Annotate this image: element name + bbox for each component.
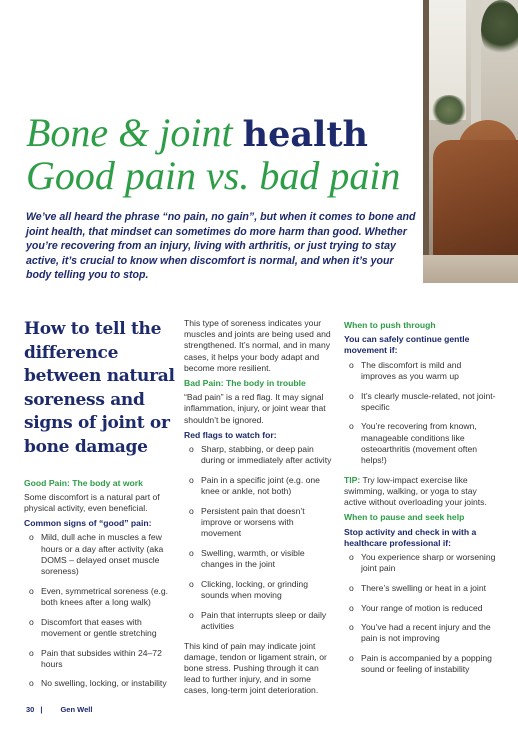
list-item: o There’s swelling or heat in a joint — [344, 583, 496, 594]
list-item: o It’s clearly muscle-related, not joint-specific — [344, 391, 496, 413]
list-item: o Discomfort that eases with movement or gentle stretching — [24, 617, 176, 639]
plant — [481, 0, 518, 60]
column-2 — [184, 318, 336, 701]
red-flags-heading: Red flags to watch for: — [184, 429, 277, 440]
intro-paragraph: We’ve all heard the phrase “no pain, no gain”, but when it comes to bone and joint health, that mindset can sometimes do more harm than good. Whether you’re recovering from an injury, living with arthritis, or just trying to stay active, it’s crucial to know when discomfort is normal, and when it’s your body telling you to stop. — [26, 211, 416, 282]
list-item: o Persistent pain that doesn’t improve or worsens with movement — [184, 506, 336, 540]
list-item: o The discomfort is mild and improves as you warm up — [344, 360, 496, 382]
magazine-brand: Gen Well — [60, 705, 93, 714]
good-pain-heading: Good Pain: The body at work — [24, 477, 143, 488]
title-bold: health — [242, 114, 368, 155]
list-item: o Even, symmetrical soreness (e.g. both knees after a long walk) — [24, 586, 176, 608]
list-item: o Pain is accompanied by a popping sound or feeling of instability — [344, 653, 496, 675]
title-italic: Bone & joint — [26, 110, 243, 155]
footer-separator: | — [40, 705, 43, 714]
title-subtitle: Good pain vs. bad pain — [26, 153, 401, 198]
living-room-photo — [423, 0, 518, 283]
push-through-heading: When to push through — [344, 320, 436, 330]
list-item: o You’re recovering from known, manageable conditions like osteoarthritis (movement often helps!) — [344, 421, 496, 466]
list-item: o Pain that subsides within 24–72 hours — [24, 648, 176, 670]
list-item: o Your range of motion is reduced — [344, 603, 496, 614]
push-through-list — [344, 360, 496, 467]
list-item: o Pain in a specific joint (e.g. one knee or ankle, not both) — [184, 475, 336, 497]
seek-help-heading: When to pause and seek help — [344, 512, 465, 523]
list-item: o Clicking, locking, or grinding sounds when moving — [184, 579, 336, 601]
list-item: o No swelling, locking, or instability — [24, 678, 176, 689]
seek-help-subheading: Stop activity and check in with a healthcare professional if: — [344, 526, 477, 548]
list-item: o Pain that interrupts sleep or daily activities — [184, 610, 336, 632]
list-item: o Swelling, warmth, or visible changes in the joint — [184, 548, 336, 570]
bad-pain-heading: Bad Pain: The body in trouble — [184, 378, 306, 389]
list-item: o Sharp, stabbing, or deep pain during or immediately after activity — [184, 444, 336, 466]
plant — [431, 95, 467, 125]
red-flags-list — [184, 444, 336, 632]
list-item: o You experience sharp or worsening joint pain — [344, 552, 496, 574]
push-through-subheading: You can safely continue gentle movement if: — [344, 334, 470, 356]
page-footer — [26, 705, 92, 714]
page-title — [26, 112, 426, 196]
good-signs-heading: Common signs of “good” pain: — [24, 518, 152, 529]
column-1 — [24, 318, 176, 698]
page-number: 30 — [26, 705, 35, 714]
seek-help-list — [344, 552, 496, 676]
tip-label: TIP: — [344, 474, 361, 485]
leather-sofa — [433, 140, 518, 260]
tip-text: TIP: Try low-impact exercise like swimming, walking, or yoga to stay active without overloading your joints. — [344, 474, 487, 508]
section-heading: How to tell the difference between natural soreness and signs of joint or bone damage — [24, 319, 175, 457]
column-3 — [344, 318, 496, 684]
good-pain-text: Some discomfort is a natural part of physical activity, even beneficial. — [24, 491, 160, 513]
bad-pain-closing: This kind of pain may indicate joint damage, tendon or ligament strain, or bone stress. Pushing through it can lead to further injury, and in some cases, long-term joint deterioration. — [184, 640, 327, 696]
good-signs-list — [24, 532, 176, 689]
bad-pain-text: “Bad pain” is a red flag. It may signal inflammation, injury, or joint wear that shouldn’t be ignored. — [184, 392, 326, 425]
list-item: o You’ve had a recent injury and the pain is not improving — [344, 622, 496, 644]
list-item: o Mild, dull ache in muscles a few hours or a day after activity (aka DOMS – delayed onset muscle soreness) — [24, 532, 176, 577]
good-pain-explanation: This type of soreness indicates your muscles and joints are being used and strengthened. It’s normal, and in many cases, it helps your body adapt and become more resilient. — [184, 318, 331, 373]
